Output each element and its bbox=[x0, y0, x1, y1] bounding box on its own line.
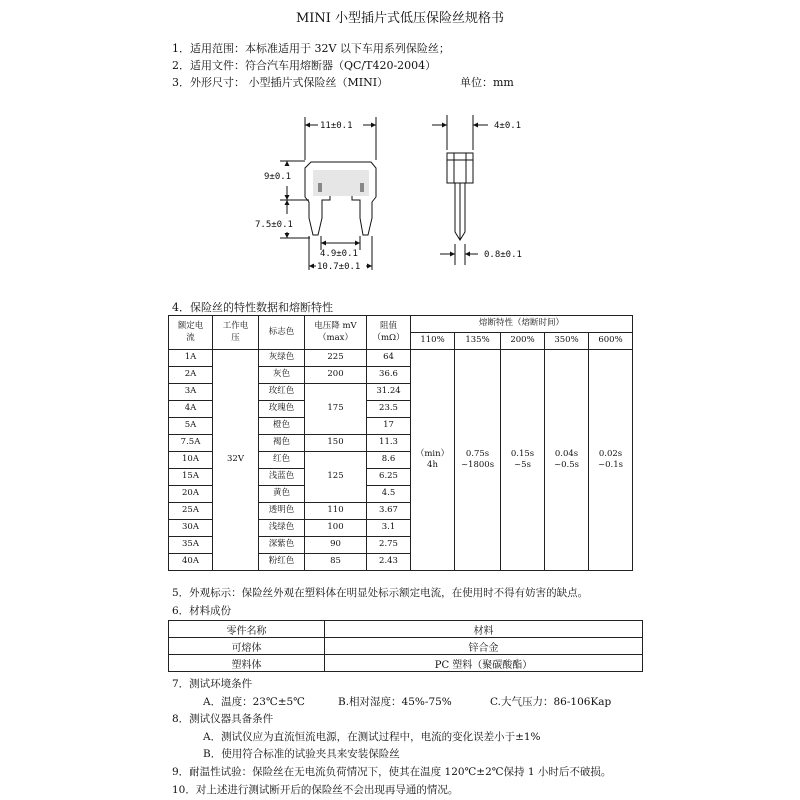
dim-top-height: 9±0.1 bbox=[264, 172, 292, 182]
cell-color: 褐色 bbox=[259, 435, 305, 452]
cell-resistance: 2.43 bbox=[367, 554, 411, 571]
table-row bbox=[169, 655, 643, 672]
section-8-heading: 8．测试仪器具备条件 bbox=[172, 713, 274, 725]
cell-material: PC 塑料（聚碳酸酯） bbox=[325, 655, 643, 672]
section-3-dimensions: 3．外形尺寸： 小型插片式保险丝（MINI） bbox=[172, 76, 389, 89]
section-2-reference: 2．适用文件：符合汽车用熔断器（QC/T420-2004） bbox=[172, 59, 437, 72]
dim-thickness: 4±0.1 bbox=[494, 121, 522, 131]
section-5-marking: 5．外观标示：保险丝外观在塑料体在明显处标示额定电流，在使用时不得有妨害的缺点。 bbox=[172, 587, 589, 599]
cell-current: 30A bbox=[169, 520, 213, 537]
cell-resistance: 4.5 bbox=[367, 486, 411, 503]
instrument-a: A．测试仪应为直流恒流电源，在测试过程中，电流的变化误差小于±1% bbox=[203, 731, 541, 743]
table-row bbox=[169, 638, 643, 655]
instrument-b: B．使用符合标准的试验夹具来安装保险丝 bbox=[203, 748, 400, 760]
cell-current: 3A bbox=[169, 384, 213, 401]
cell-voltage: 32V bbox=[213, 350, 259, 571]
header-working-voltage: 工作电 压 bbox=[213, 316, 259, 350]
dim-blade-gap: 4.9±0.1 bbox=[320, 249, 358, 259]
cell-current: 35A bbox=[169, 537, 213, 554]
cell-color: 黄色 bbox=[259, 486, 305, 503]
fuse-dimension-drawing bbox=[0, 0, 800, 300]
header-pct-200: 200% bbox=[501, 333, 545, 350]
header-voltage-drop: 电压降 mV （max） bbox=[305, 316, 367, 350]
cell-resistance: 31.24 bbox=[367, 384, 411, 401]
header-rated-current: 额定电 流 bbox=[169, 316, 213, 350]
cell-fuse-135: 0.75s ~1800s bbox=[455, 350, 501, 571]
cell-color: 红色 bbox=[259, 452, 305, 469]
cell-part: 塑料体 bbox=[169, 655, 325, 672]
header-pct-110: 110% bbox=[411, 333, 455, 350]
env-temperature: A．温度：23℃±5℃ bbox=[203, 696, 305, 708]
cell-current: 15A bbox=[169, 469, 213, 486]
cell-color: 浅绿色 bbox=[259, 520, 305, 537]
dim-blade-length: 7.5±0.1 bbox=[255, 220, 293, 230]
cell-current: 20A bbox=[169, 486, 213, 503]
cell-drop: 200 bbox=[305, 367, 367, 384]
cell-drop: 110 bbox=[305, 503, 367, 520]
cell-fuse-600: 0.02s ~0.1s bbox=[589, 350, 633, 571]
cell-drop: 225 bbox=[305, 350, 367, 367]
cell-resistance: 64 bbox=[367, 350, 411, 367]
cell-current: 4A bbox=[169, 401, 213, 418]
cell-resistance: 23.5 bbox=[367, 401, 411, 418]
table-row bbox=[169, 350, 633, 367]
cell-drop: 125 bbox=[305, 452, 367, 503]
unit-label: 单位：mm bbox=[460, 76, 514, 89]
cell-resistance: 36.6 bbox=[367, 367, 411, 384]
section-10-note: 10．对上述进行测试断开后的保险丝不会出现再导通的情况。 bbox=[172, 784, 459, 796]
cell-color: 灰色 bbox=[259, 367, 305, 384]
dim-width: 11±0.1 bbox=[320, 121, 353, 131]
header-resistance: 阻值 （mΩ） bbox=[367, 316, 411, 350]
env-pressure: C.大气压力：86-106Kap bbox=[490, 696, 612, 708]
cell-resistance: 3.67 bbox=[367, 503, 411, 520]
cell-part: 可熔体 bbox=[169, 638, 325, 655]
cell-resistance: 3.1 bbox=[367, 520, 411, 537]
cell-current: 10A bbox=[169, 452, 213, 469]
materials-table bbox=[168, 620, 643, 672]
cell-material: 锌合金 bbox=[325, 638, 643, 655]
cell-current: 40A bbox=[169, 554, 213, 571]
cell-drop: 85 bbox=[305, 554, 367, 571]
cell-resistance: 11.3 bbox=[367, 435, 411, 452]
header-pct-135: 135% bbox=[455, 333, 501, 350]
section-9-heat-test: 9．耐温性试验：保险丝在无电流负荷情况下，使其在温度 120℃±2℃保持 1 小时后不破损。 bbox=[172, 766, 612, 778]
cell-fuse-350: 0.04s ~0.5s bbox=[545, 350, 589, 571]
cell-drop: 175 bbox=[305, 384, 367, 435]
dim-blade-span: 10.7±0.1 bbox=[317, 262, 361, 272]
cell-current: 2A bbox=[169, 367, 213, 384]
cell-color: 粉红色 bbox=[259, 554, 305, 571]
header-color: 标志色 bbox=[259, 316, 305, 350]
cell-drop: 90 bbox=[305, 537, 367, 554]
cell-current: 1A bbox=[169, 350, 213, 367]
cell-fuse-110: （min） 4h bbox=[411, 350, 455, 571]
cell-resistance: 8.6 bbox=[367, 452, 411, 469]
cell-current: 25A bbox=[169, 503, 213, 520]
section-4-heading: 4．保险丝的特性数据和熔断特性 bbox=[172, 301, 333, 314]
header-material: 材料 bbox=[325, 621, 643, 638]
cell-color: 浅蓝色 bbox=[259, 469, 305, 486]
cell-color: 玫瑰色 bbox=[259, 401, 305, 418]
cell-resistance: 6.25 bbox=[367, 469, 411, 486]
env-humidity: B.相对湿度：45%-75% bbox=[338, 696, 452, 708]
section-1-scope: 1．适用范围：本标准适用于 32V 以下车用系列保险丝； bbox=[172, 42, 450, 55]
section-7-heading: 7．测试环境条件 bbox=[172, 678, 253, 690]
cell-color: 灰绿色 bbox=[259, 350, 305, 367]
cell-color: 玫红色 bbox=[259, 384, 305, 401]
side-view-body bbox=[447, 153, 473, 183]
header-pct-600: 600% bbox=[589, 333, 633, 350]
cell-resistance: 2.75 bbox=[367, 537, 411, 554]
cell-current: 5A bbox=[169, 418, 213, 435]
header-pct-350: 350% bbox=[545, 333, 589, 350]
cell-drop: 100 bbox=[305, 520, 367, 537]
cell-drop: 150 bbox=[305, 435, 367, 452]
cell-current: 7.5A bbox=[169, 435, 213, 452]
cell-color: 橙色 bbox=[259, 418, 305, 435]
cell-resistance: 17 bbox=[367, 418, 411, 435]
dim-blade-thickness: 0.8±0.1 bbox=[484, 250, 522, 260]
cell-color: 深紫色 bbox=[259, 537, 305, 554]
header-fuse-characteristics: 熔断特性（熔断时间） bbox=[411, 316, 633, 333]
cell-fuse-200: 0.15s ~5s bbox=[501, 350, 545, 571]
fuse-spec-table bbox=[168, 315, 633, 571]
header-part-name: 零件名称 bbox=[169, 621, 325, 638]
cell-color: 透明色 bbox=[259, 503, 305, 520]
document-title: MINI 小型插片式低压保险丝规格书 bbox=[295, 11, 505, 26]
section-6-heading: 6．材料成份 bbox=[172, 605, 232, 617]
